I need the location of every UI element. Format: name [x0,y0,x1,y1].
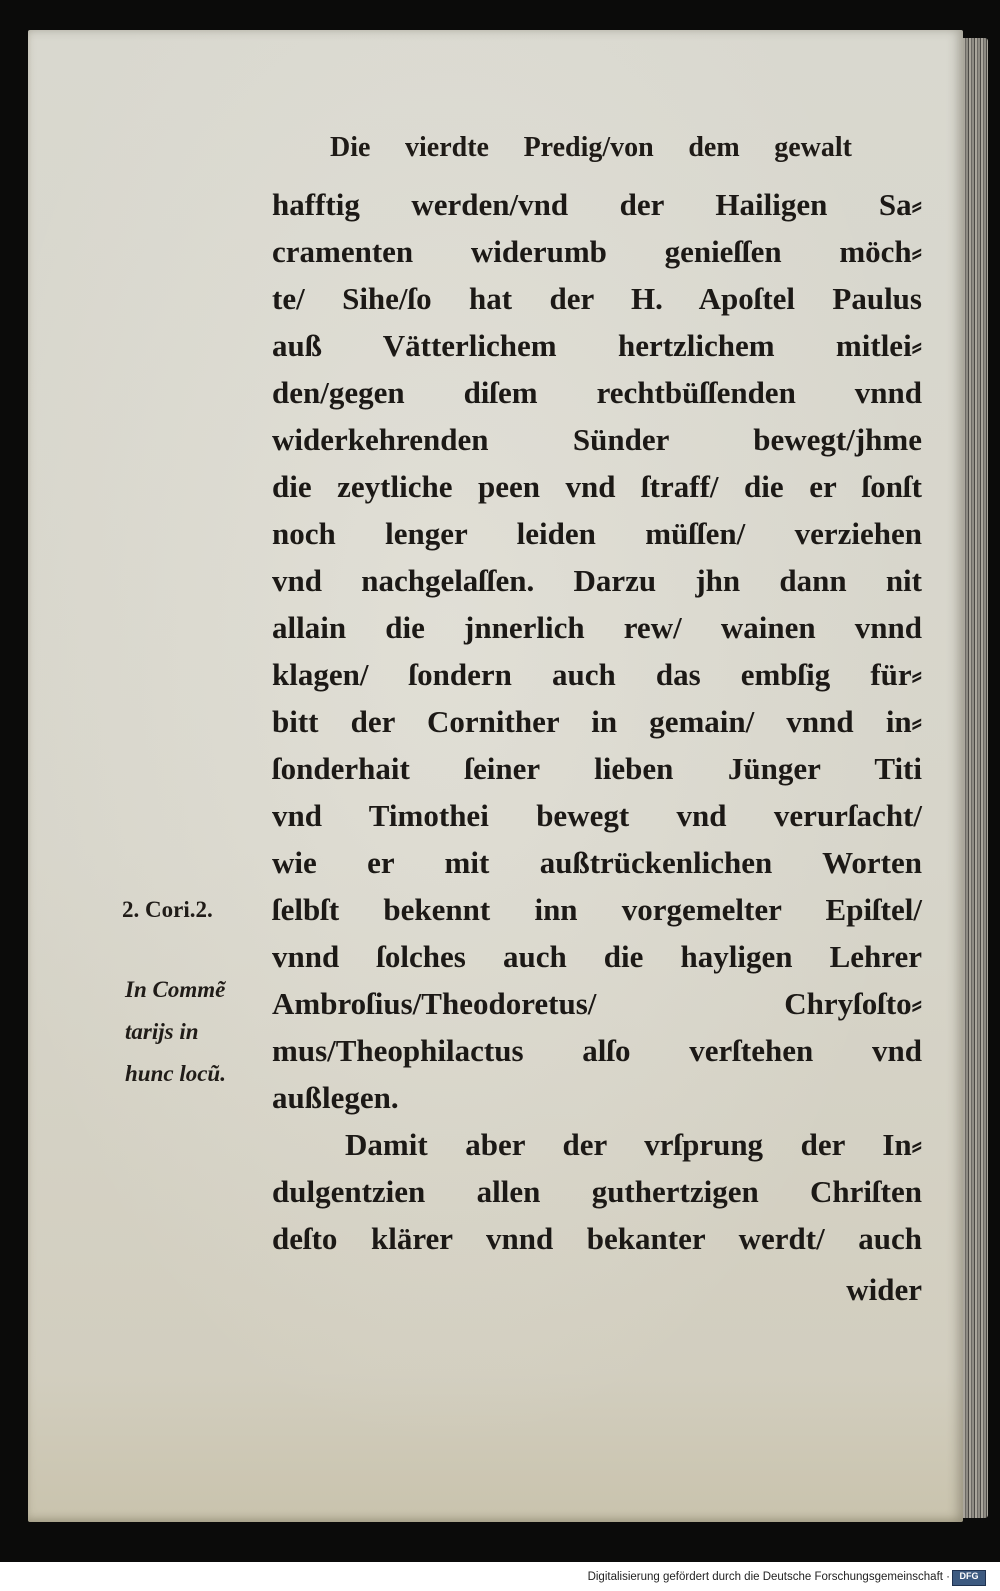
text-line: auß Vätterlichem hertzlichem mitlei⸗ [272,328,922,363]
text-line: ſonderhait ſeiner lieben Jünger Titi [272,751,922,786]
margin-note-line: 2. Cori.2. [122,897,213,922]
margin-note-scripture-reference [122,895,213,925]
text-line: cramenten widerumb genieſſen möch⸗ [272,234,922,269]
catchword: wider [846,1272,922,1307]
footer-bar [0,1562,1000,1591]
paragraph-start-line: Damit aber der vrſprung der In⸗ [345,1127,922,1162]
text-line: noch lenger leiden müſſen/ verziehen [272,516,922,551]
text-line: die zeytliche peen vnd ſtraff/ die er ſonſt [272,469,922,504]
margin-note-line: tarijs in [125,1019,199,1044]
text-line: wie er mit außtrückenlichen Worten [272,845,922,880]
text-line: Ambroſius/Theodoretus/ Chryſoſto⸗ [272,986,922,1021]
dfg-logo: DFG [952,1570,986,1586]
text-line: dulgentzien allen guthertzigen Chriſten [272,1174,922,1209]
funding-credit: Digitalisierung gefördert durch die Deutsche Forschungsgemeinschaft · [587,1571,950,1583]
text-line: vnnd ſolches auch die hayligen Lehrer [272,939,922,974]
paragraph-end-line: außlegen. [272,1080,399,1115]
text-line: allain die jnnerlich rew/ wainen vnnd [272,610,922,645]
margin-note-line: hunc locũ. [125,1061,226,1086]
book-page [28,30,963,1522]
text-line: vnd nachgelaſſen. Darzu jhn dann nit [272,563,922,598]
text-line: bitt der Cornither in gemain/ vnnd in⸗ [272,704,922,739]
page-edges [960,38,988,1518]
text-line: deſto klärer vnnd bekanter werdt/ auch [272,1221,922,1256]
text-line: klagen/ ſondern auch das embſig für⸗ [272,657,922,692]
text-line: hafftig werden/vnd der Hailigen Sa⸗ [272,187,922,222]
running-title: Die vierdte Predig/von dem gewalt [330,132,852,163]
margin-note-line: In Commẽ [125,977,226,1002]
text-line: widerkehrenden Sünder bewegt/jhme [272,422,922,457]
text-line: te/ Sihe/ſo hat der H. Apoſtel Paulus [272,281,922,316]
margin-note-commentary [125,969,226,1095]
text-line: den/gegen diſem rechtbüſſenden vnnd [272,375,922,410]
text-line: ſelbſt bekennt inn vorgemelter Epiſtel/ [272,892,922,927]
text-line: vnd Timothei bewegt vnd verurſacht/ [272,798,922,833]
text-line: mus/Theophilactus alſo verſtehen vnd [272,1033,922,1068]
main-text [272,187,922,1268]
